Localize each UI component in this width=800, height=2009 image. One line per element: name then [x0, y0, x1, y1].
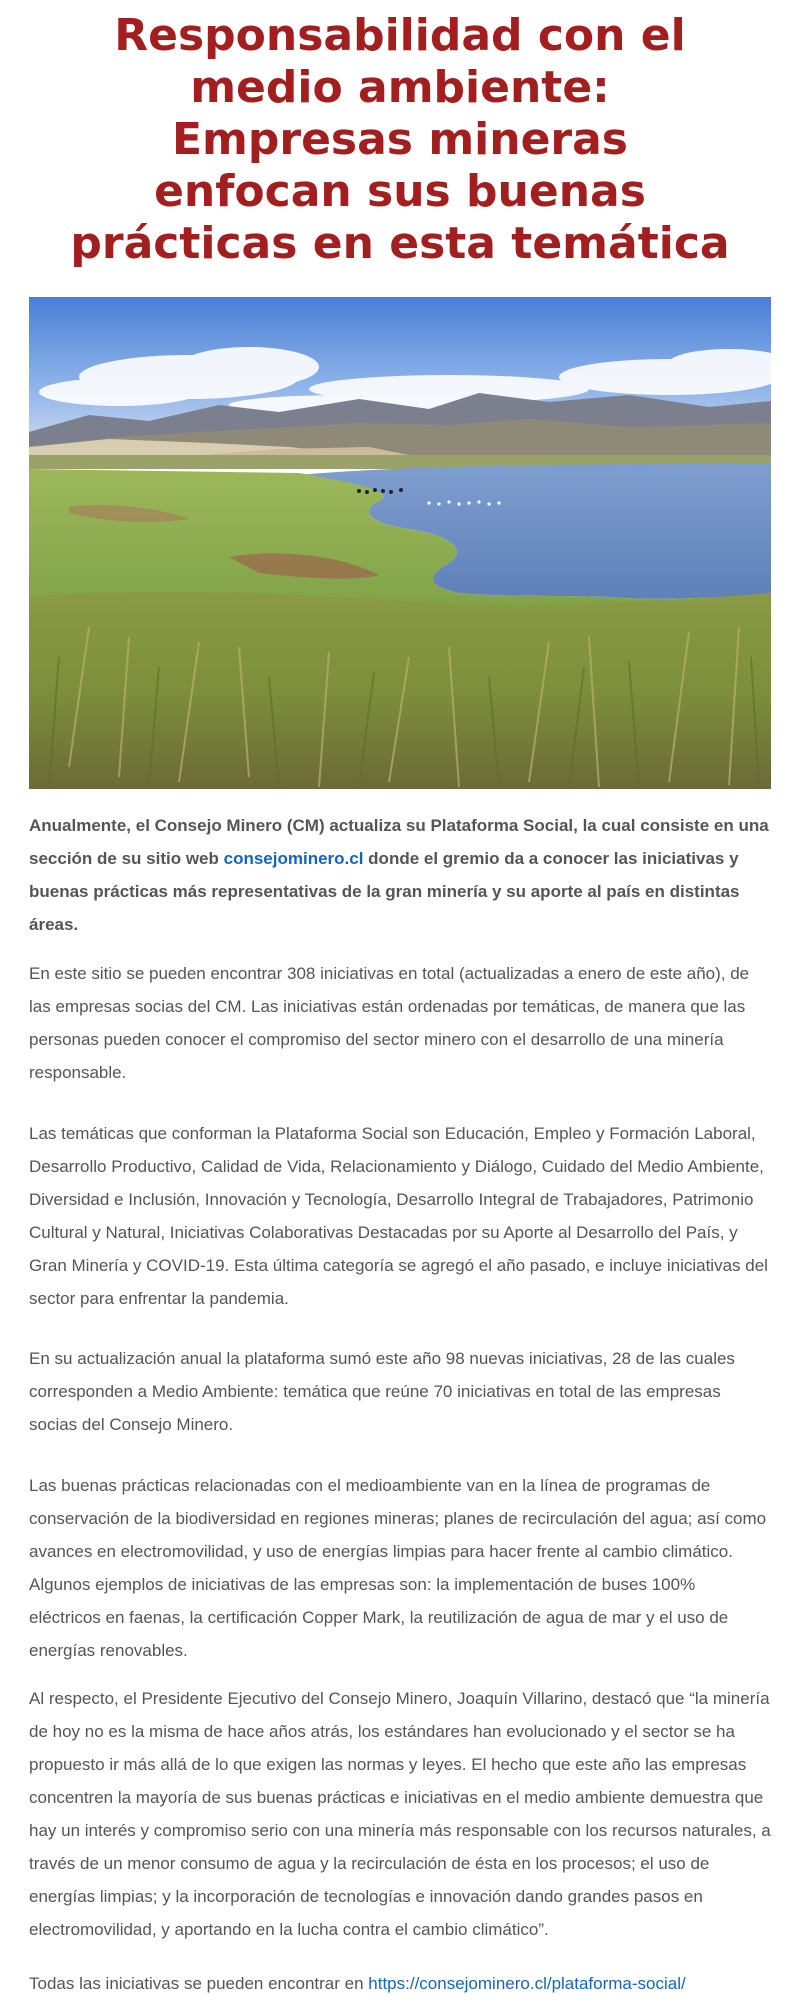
footer-text: Todas las iniciativas se pueden encontrar en [29, 1974, 369, 1993]
body-paragraph: Las buenas prácticas relacionadas con el medioambiente van en la línea de programas de conservación de la biodiversidad en regiones mineras; planes de recirculación del agua; así como avances en electromovilidad, y uso de energías limpias para hacer frente al cambio climático. Algunos ejemplos de iniciativas de las empresas son: la implementación de buses 100% eléctricos en faenas, la certificación Copper Mark, la reutilización de agua de mar y el uso de energías renovables. [29, 1476, 767, 1660]
footer-paragraph [29, 1967, 771, 2000]
title-line: Responsabilidad con el [114, 10, 686, 61]
article-title [0, 0, 800, 270]
body-paragraph: Las temáticas que conforman la Plataforma Social son Educación, Empleo y Formación Laboral, Desarrollo Productivo, Calidad de Vida, Relacionamiento y Diálogo, Cuidado del Medio Ambiente, Diversidad e Inclusión, Innovación y Tecnología, Desarrollo Integral de Trabajadores, Patrimonio Cultural y Natural, Iniciativas Colaborativas Destacadas por su Aporte al Desarrollo del País, y Gran Minería y COVID-19. Esta última categoría se agregó el año pasado, e incluye iniciativas del sector para enfrentar la pandemia. [29, 1124, 768, 1308]
body-paragraph: Al respecto, el Presidente Ejecutivo del Consejo Minero, Joaquín Villarino, destacó que “la minería de hoy no es la misma de hace años atrás, los estándares han evolucionado y el sector se ha propuesto ir más allá de lo que exigen las normas y leyes. El hecho que este año las empresas concentren la mayoría de sus buenas prácticas e iniciativas en el medio ambiente demuestra que hay un interés y compromiso serio con una minería más responsable con los recursos naturales, a través de un menor consumo de agua y la recirculación de ésta en los procesos; el uso de energías limpias; y la incorporación de tecnologías e innovación dando grandes pasos en electromovilidad, y aportando en la lucha contra el cambio climático”. [29, 1689, 771, 1939]
consejominero-link[interactable]: consejominero.cl [223, 849, 364, 868]
title-line: Empresas mineras [171, 114, 628, 165]
body-paragraph: En este sitio se pueden encontrar 308 iniciativas en total (actualizadas a enero de este año), de las empresas socias del CM. Las iniciativas están ordenadas por temáticas, de manera que las personas pueden conocer el compromiso del sector minero con el desarrollo de una minería responsable. [29, 964, 750, 1082]
lead-text-after: donde el gremio da a conocer las iniciativas y buenas prácticas más representativas de la gran minería y su aporte al país en distintas áreas. [29, 849, 740, 934]
title-line: prácticas en esta temática [70, 218, 730, 269]
title-line: enfocan sus buenas [154, 166, 646, 217]
landscape-illustration [29, 297, 771, 789]
lead-text-before: Anualmente, el Consejo Minero (CM) actualiza su Plataforma Social, la cual consiste en una sección de su sitio web [29, 816, 769, 868]
plataforma-social-link[interactable]: https://consejominero.cl/plataforma-social/ [368, 1974, 686, 1993]
lead-paragraph [29, 809, 771, 941]
title-line: medio ambiente: [190, 62, 610, 113]
body-paragraph: En su actualización anual la plataforma sumó este año 98 nuevas iniciativas, 28 de las cuales corresponden a Medio Ambiente: temática que reúne 70 iniciativas en total de las empresas socias del Consejo Minero. [29, 1349, 735, 1434]
hero-image-wetland-landscape [29, 297, 771, 789]
